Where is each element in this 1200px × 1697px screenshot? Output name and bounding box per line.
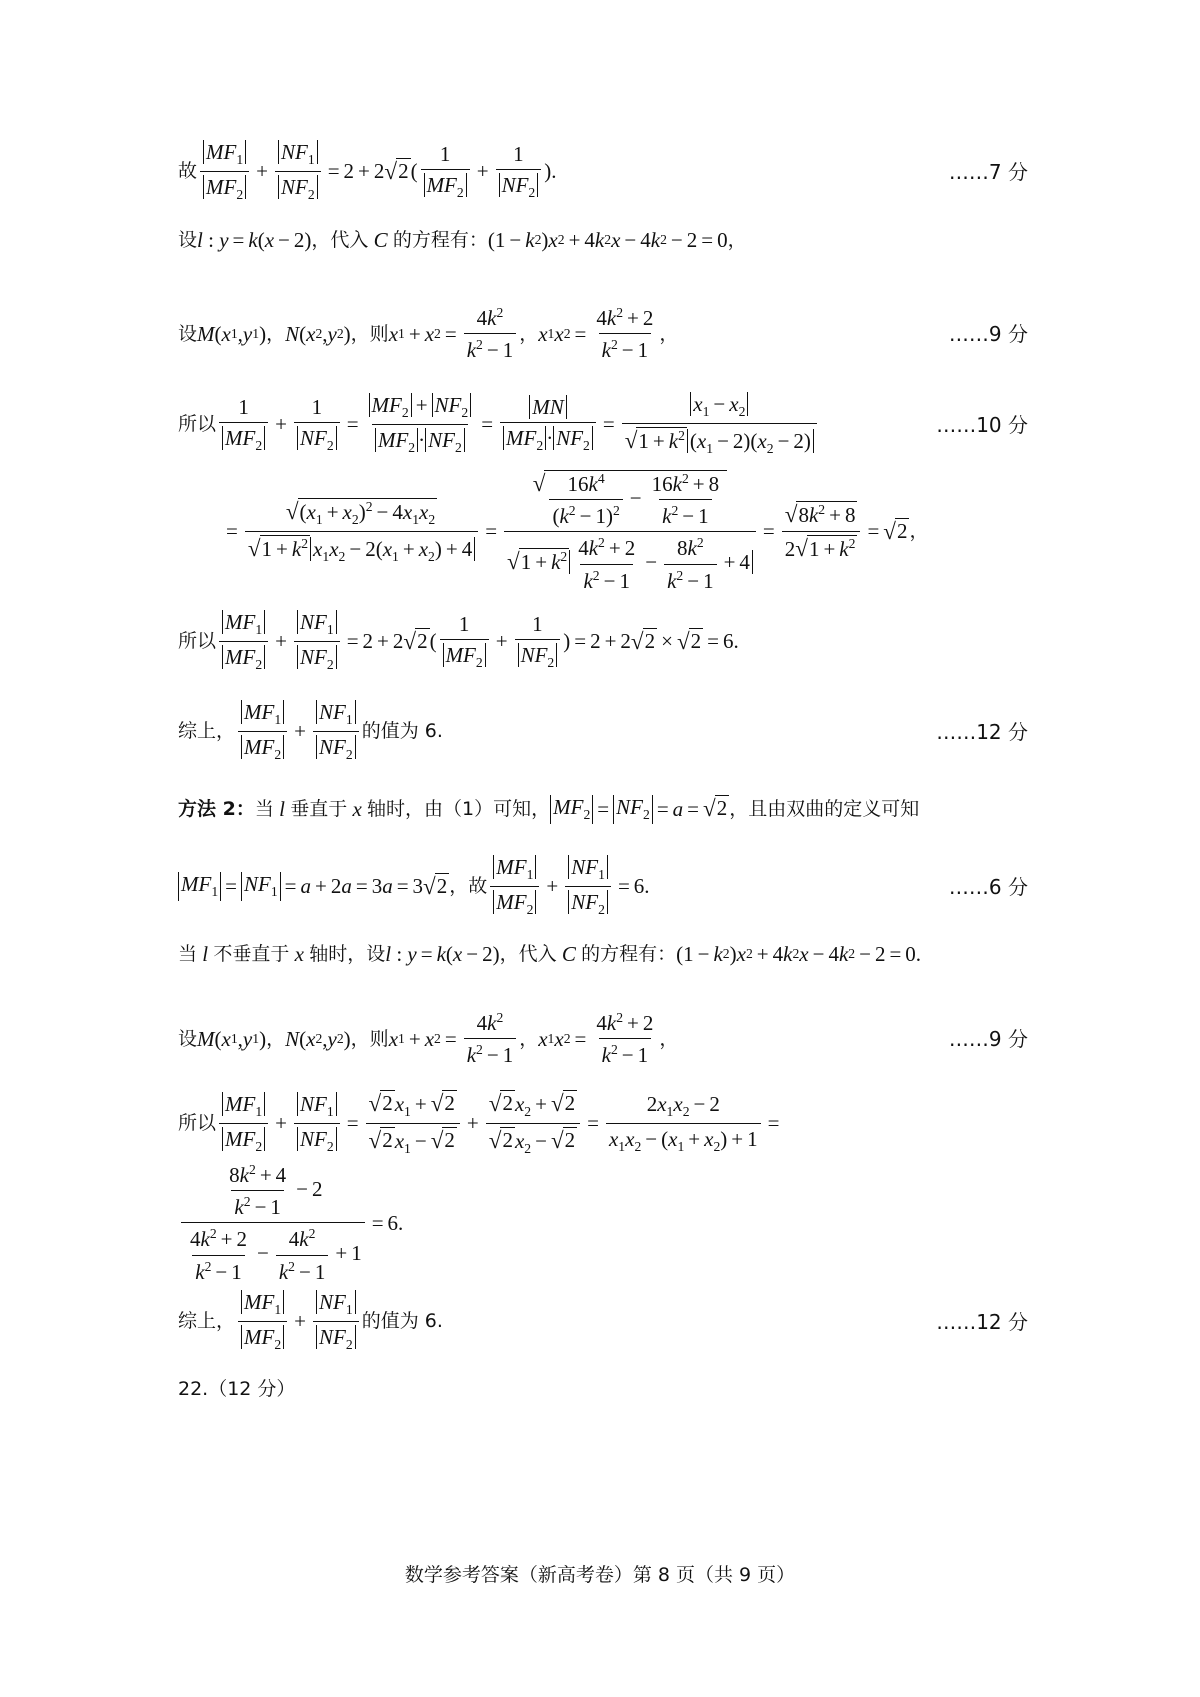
equation-line-10: 当 l 不垂直于 x 轴时，设 l : y = k ( x − 2) ，代入 C 的方程有： (1 − k 2 ) x 2 + 4 k 2 x − 4 k 2 − 2 = 0. (178, 942, 922, 966)
equation-line-5: = √ $(x_1 + x_2)^2 - 4x_1x_2$ √ $1 + k^2$ $x_1x_2 - 2(x_1 + x_2) + 4$ = √ $\frac{16k^4}{(k^2 - 1)^2}$ − $\frac{16k^2 + 8}{k^2 - 1}$ √ $1 + k^2$ $\frac{4k^2 + 2}{k^2 - 1}$ − $\frac{8k^2}{k^2 - 1}$ + 4 = √ $8k^2 + 8$ 2 √ $1 + k^2$ = √ 2 ， (226, 470, 929, 593)
score-mark: ……9 分 (948, 322, 1028, 347)
equation-line-12: 所以 $\frac{MF_1}{MF_2}$ + $\frac{NF_1}{NF_2}$ = √ 2 $x_1$ + √ 2 √ 2 $x_1$ − √ 2 + √ 2 $x_2$ + √ 2 √ 2 $x_2$ − √ 2 = $\frac{2x_1x_2 - 2}{x_1x_2 - (x_1 + x_2) + 1}$ = (178, 1090, 780, 1156)
question-heading: 22.（12 分） (178, 1378, 296, 1400)
score-mark: ……9 分 (948, 1027, 1028, 1052)
equation-line-9: $MF_1$ = $NF_1$ = a + 2 a = 3 a = 3 √ 2 ， 故 $\frac{MF_1}{MF_2}$ + $\frac{NF_1}{NF_2}$ = 6. ……6 分 (178, 855, 1028, 918)
equation-line-13: $\frac{8k^2 + 4}{k^2 - 1}$ − 2 $\frac{4k^2 + 2}{k^2 - 1}$ − $\frac{4k^2}{k^2 - 1}$ + 1 = 6. (178, 1162, 1028, 1285)
score-mark: ……10 分 (936, 412, 1028, 437)
equation-line-11: 设 M ( x 1 , y 1 ) ， N ( x 2 , y 2 ) ，则 x 1 + x 2 = $\frac{4k^2}{k^2 - 1}$ ， x 1 x 2 = $\frac{4k^2 + 2}{k^2 - 1}$ ， ……9 分 (178, 1010, 1028, 1068)
equation-line-1: 故 $\frac{MF_1}{MF_2}$ + $\frac{NF_1}{NF_2}$ = 2 + 2 √ 2 ( $\frac{1}{MF_2}$ + $\frac{1}{NF_2}$ ). ……7 分 (178, 140, 1028, 202)
equation-line-7: 综上， $\frac{MF_1}{MF_2}$ + $\frac{NF_1}{NF_2}$ 的值为 6. ……12 分 (178, 700, 1028, 762)
equation-line-2: 设 l : y = k ( x − 2) ，代入 C 的方程有： (1 − k 2 ) x 2 + 4 k 2 x − 4 k 2 − 2 = 0 ， (178, 228, 747, 252)
equation-line-14: 综上， $\frac{MF_1}{MF_2}$ + $\frac{NF_1}{NF_2}$ 的值为 6. ……12 分 (178, 1290, 1028, 1352)
score-mark: ……12 分 (936, 719, 1028, 744)
equation-line-6: 所以 $\frac{MF_1}{MF_2}$ + $\frac{NF_1}{NF_2}$ = 2 + 2 √ 2 ( $\frac{1}{MF_2}$ + $\frac{1}{NF_2}$ ) = 2 + 2 √ 2 × √ 2 = 6. (178, 610, 739, 672)
method-heading: 方法 2： (178, 797, 255, 820)
score-mark: ……12 分 (936, 1309, 1028, 1334)
equation-line-4: 所以 $\frac{1}{MF_2}$ + $\frac{1}{NF_2}$ = $\frac{MF_2 + NF_2}{MF_2 \cdot NF_2}$ = $\frac{MN}{MF_2 \cdot NF_2}$ = $x_1 - x_2$ √ $1 + k^2$ $(x_1 - 2)(x_2 - 2)$ ……10 分 (178, 392, 1028, 456)
score-mark: ……7 分 (948, 159, 1028, 184)
equation-line-8: 方法 2： 当 l 垂直于 x 轴时，由（1）可知， $MF_2$ = $NF_2$ = a = √ 2 ，且由双曲的定义可知 (178, 795, 920, 823)
score-mark: ……6 分 (948, 874, 1028, 899)
page-footer: 数学参考答案（新高考卷）第 8 页（共 9 页） (404, 1564, 796, 1586)
equation-line-3: 设 M ( x 1 , y 1 ) ， N ( x 2 , y 2 ) ，则 x 1 + x 2 = $\frac{4k^2}{k^2 - 1}$ ， x 1 x 2 = $\frac{4k^2 + 2}{k^2 - 1}$ ， ……9 分 (178, 305, 1028, 363)
